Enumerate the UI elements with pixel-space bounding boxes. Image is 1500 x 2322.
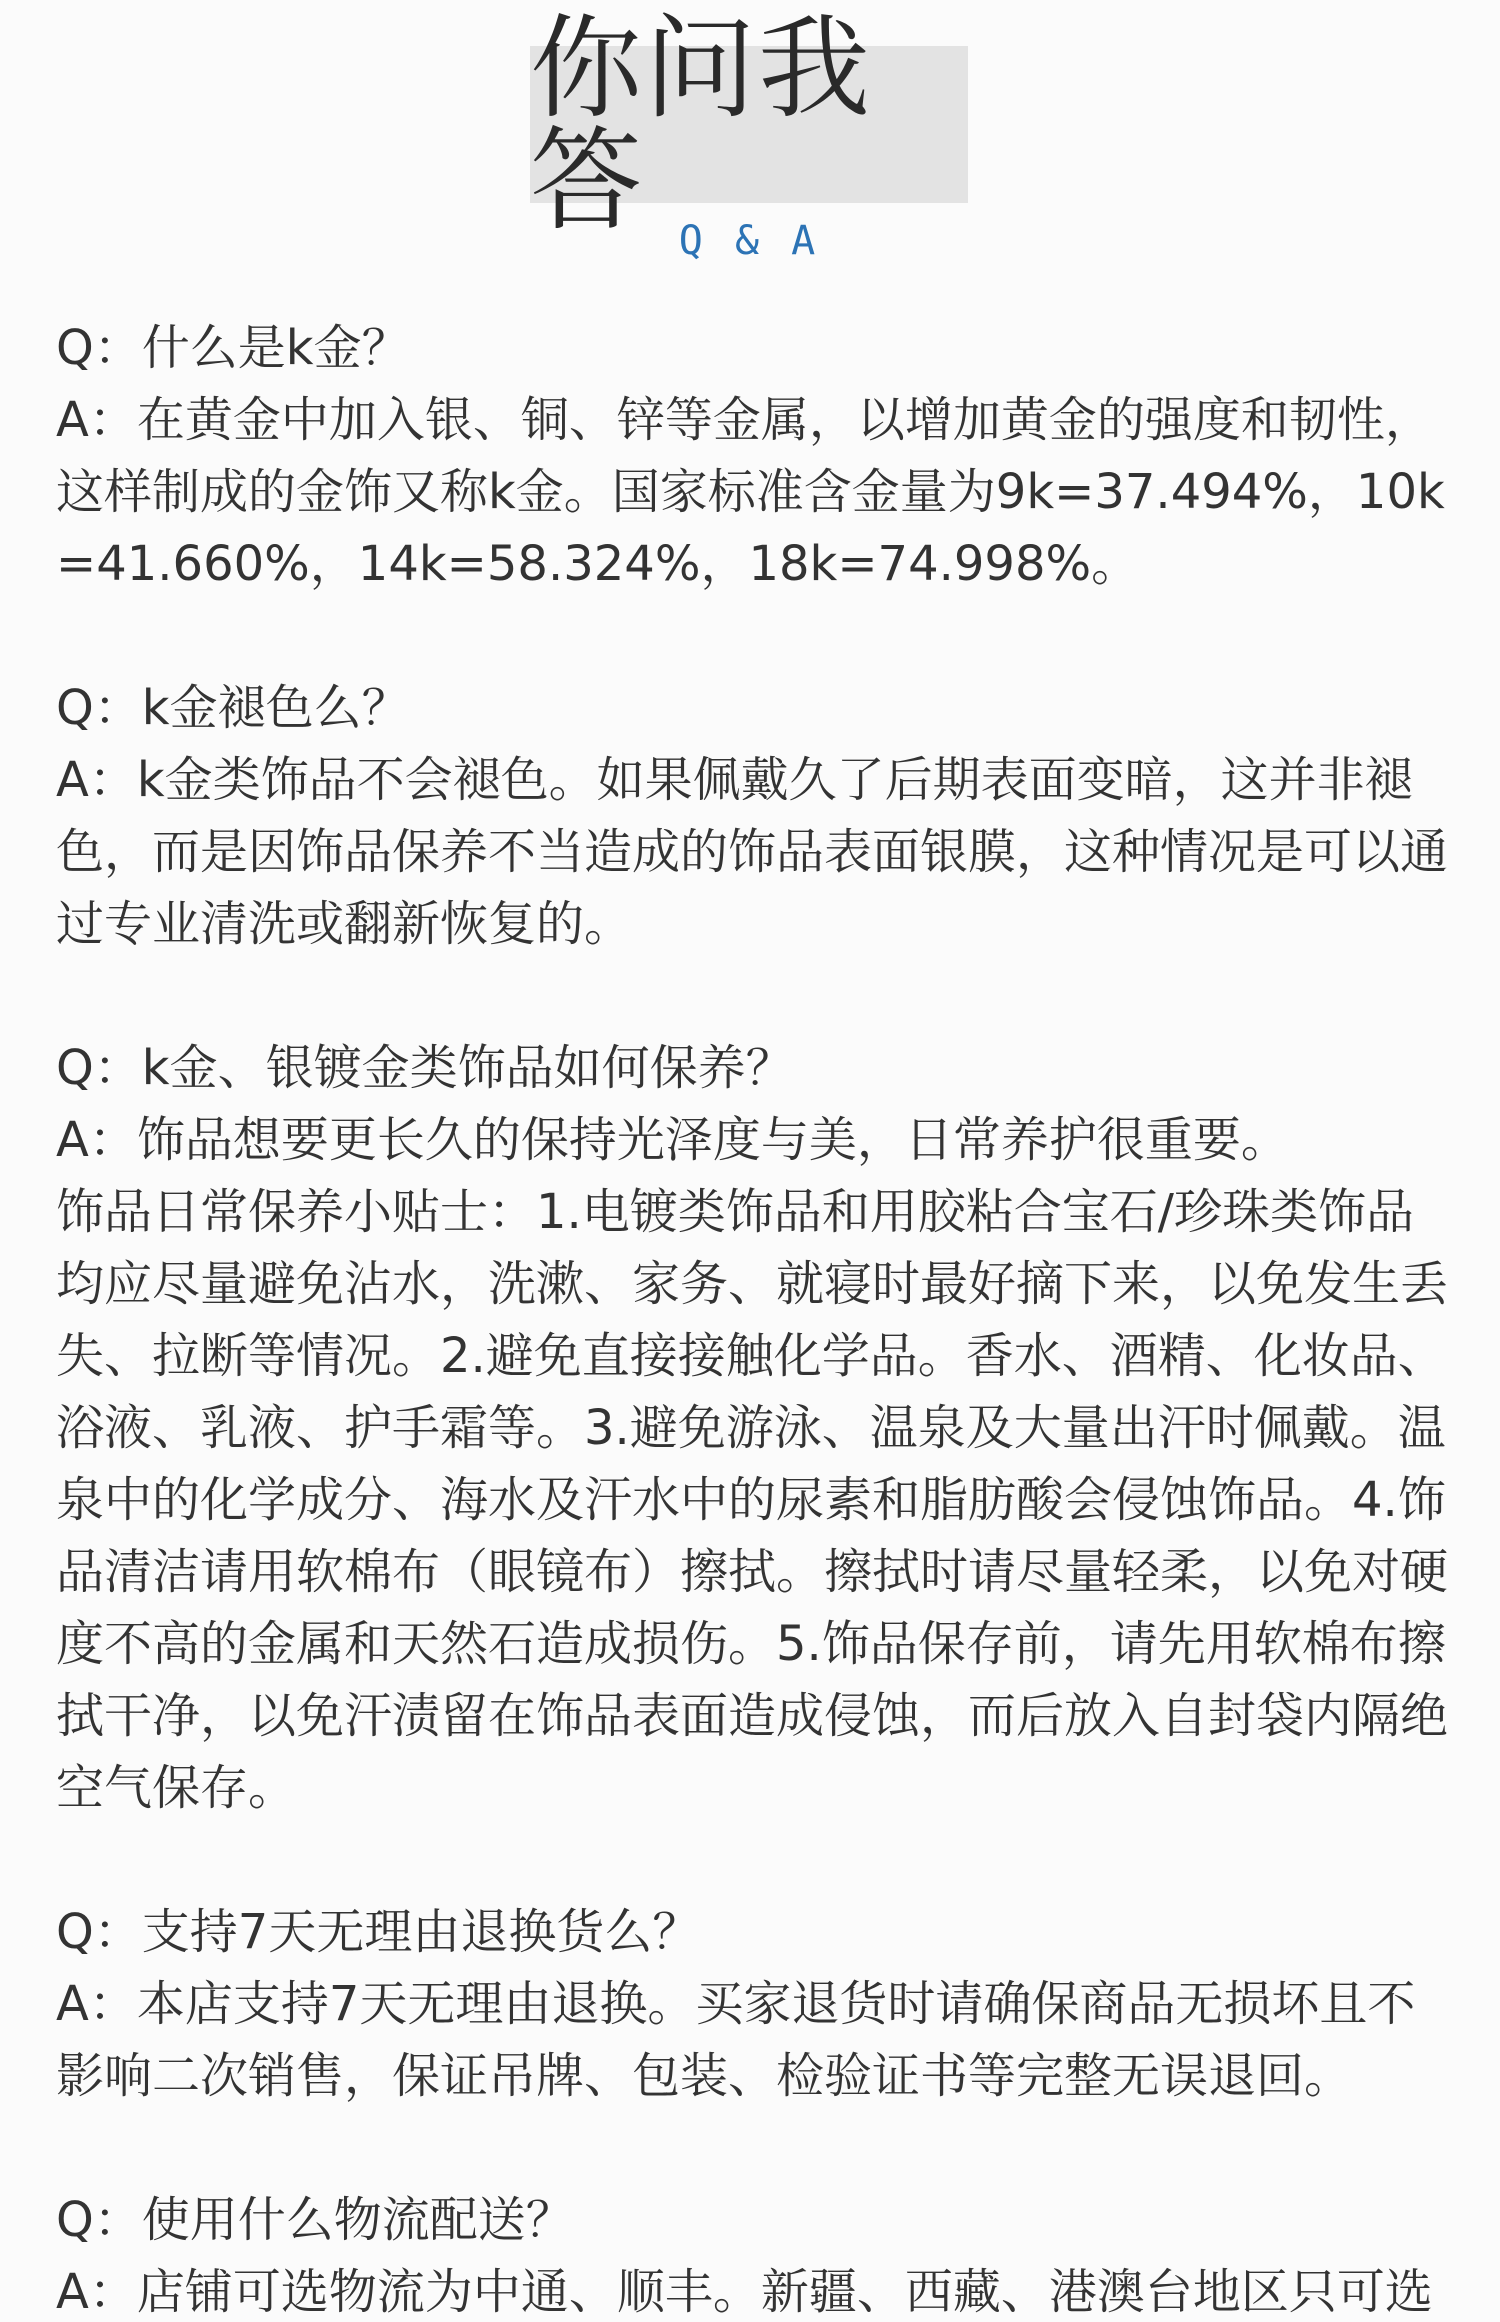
answer-text: 饰品日常保养小贴士：1.电镀类饰品和用胶粘合宝石/珍珠类饰品均应尽量避免沾水，洗漱、家务、就寝时最好摘下来，以免发生丢失、拉断等情况。2.避免直接接触化学品。香水、酒精、化妆品、浴液、乳液、护手霜等。3.避免游泳、温泉及大量出汗时佩戴。温泉中的化学成分、海水及汗水中的尿素和脂肪酸会侵蚀饰品。4.饰品清洁请用软棉布（眼镜布）擦拭。擦拭时请尽量轻柔，以免对硬度不高的金属和天然石造成损伤。5.饰品保存前，请先用软棉布擦拭干净，以免汗渍留在饰品表面造成侵蚀，而后放入自封袋内隔绝空气保存。	[56, 1184, 1449, 1816]
question-text: Q：k金褪色么？	[56, 680, 410, 736]
answer-block	[56, 744, 1456, 960]
page-subtitle: Q & A	[678, 218, 820, 264]
answer-block	[56, 384, 1456, 600]
qa-list	[56, 312, 1456, 2322]
page-title: 你问我答	[530, 3, 872, 246]
answer-text: A：本店支持7天无理由退换。买家退货时请确保商品无损坏且不影响二次销售，保证吊牌、包装、检验证书等完整无误退回。	[56, 1976, 1416, 2104]
question-text: Q：使用什么物流配送？	[56, 2192, 574, 2248]
answer-text: A：饰品想要更长久的保持光泽度与美，日常养护很重要。	[56, 1112, 1289, 1168]
question-text: Q：k金、银镀金类饰品如何保养？	[56, 1040, 794, 1096]
answer-text: A：店铺可选物流为中通、顺丰。新疆、西藏、港澳台地区只可选	[56, 2264, 1433, 2320]
answer-block	[56, 1104, 1456, 1824]
qa-item	[56, 2184, 1456, 2322]
qa-item	[56, 672, 1456, 960]
answer-text: A：在黄金中加入银、铜、锌等金属，以增加黄金的强度和韧性，这样制成的金饰又称k金。国家标准含金量为9k=37.494%，10k=41.660%，14k=58.324%，18k=74.998%。	[56, 392, 1445, 592]
qa-item	[56, 1896, 1456, 2112]
qa-item	[56, 1032, 1456, 1824]
answer-block	[56, 2256, 1456, 2322]
answer-block	[56, 1968, 1456, 2112]
question-text: Q：什么是k金？	[56, 320, 410, 376]
answer-text: A：k金类饰品不会褪色。如果佩戴久了后期表面变暗，这并非褪色，而是因饰品保养不当造成的饰品表面银膜，这种情况是可以通过专业清洗或翻新恢复的。	[56, 752, 1449, 952]
question-text: Q：支持7天无理由退换货么？	[56, 1904, 701, 1960]
qa-item	[56, 312, 1456, 600]
